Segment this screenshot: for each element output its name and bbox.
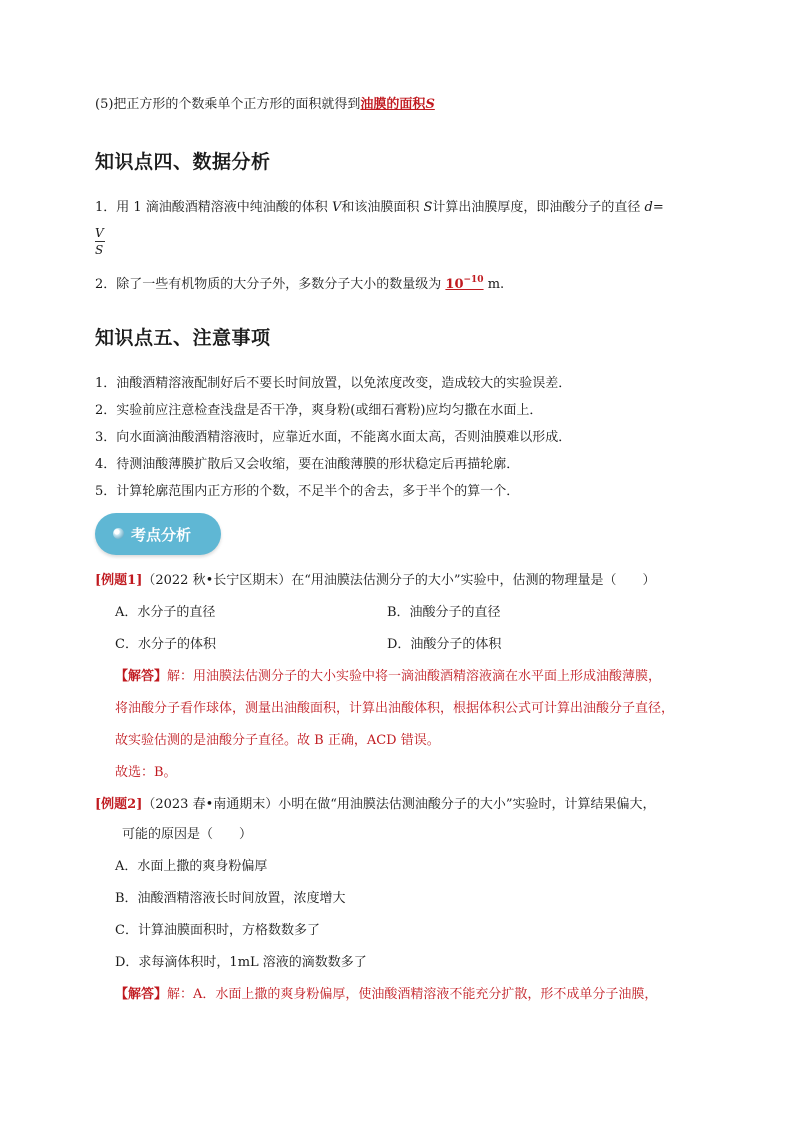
- kp5-item: 3．向水面滴油酸酒精溶液时，应靠近水面，不能离水面太高，否则油膜难以形成．: [95, 430, 572, 445]
- step5-line: [95, 96, 435, 114]
- example1-option-c: C．水分子的体积: [115, 637, 216, 652]
- step5-answer: 油膜的面积S: [360, 97, 435, 112]
- answer-tag: 【解答】: [115, 987, 168, 1002]
- example2-option-a: A．水面上撒的爽身粉偏厚: [115, 859, 268, 874]
- example1-option-a: A．水分子的直径: [115, 605, 216, 620]
- badge-label: 考点分析: [131, 526, 192, 544]
- example1-answer-line: 将油酸分子看作球体，测量出油酸面积，计算出油酸体积，根据体积公式可计算出油酸分子直径，: [115, 701, 675, 716]
- kp5-item: 2．实验前应注意检查浅盘是否干净，爽身粉(或细石膏粉)应均匀撒在水面上．: [95, 403, 543, 418]
- example2-question: [例题2]（2023 春•南通期末）小明在做“用油膜法估测油酸分子的大小”实验时，计算结果偏大，: [95, 797, 656, 812]
- kp5-item: 5．计算轮廓范围内正方形的个数，不足半个的舍去，多于半个的算一个．: [95, 484, 520, 499]
- step5-text: (5)把正方形的个数乘单个正方形的面积就得到: [95, 97, 361, 112]
- example1-answer-line: 故实验估测的是油酸分子直径。故 B 正确，ACD 错误。: [115, 733, 440, 748]
- kp5-heading: 知识点五、注意事项: [95, 327, 271, 349]
- diameter-fraction: [95, 227, 105, 256]
- fraction-denominator: S: [95, 243, 104, 257]
- example1-option-d: D．油酸分子的体积: [387, 637, 502, 652]
- example1-option-b: B．油酸分子的直径: [387, 605, 501, 620]
- exam-analysis-badge: [95, 513, 221, 555]
- bullet-icon: [113, 528, 124, 539]
- example2-question-cont: 可能的原因是（ ）: [122, 827, 253, 842]
- example2-option-b: B．油酸酒精溶液长时间放置，浓度增大: [115, 891, 346, 906]
- fraction-bar: [95, 241, 105, 242]
- example2-label: [例题2]: [95, 797, 143, 812]
- example2-answer-line: 【解答】解：A．水面上撒的爽身粉偏厚，使油酸酒精溶液不能充分扩散，形不成单分子油膜，: [115, 987, 658, 1002]
- example1-label: [例题1]: [95, 573, 143, 588]
- kp4-item-2: 2．除了一些有机物质的大分子外，多数分子大小的数量级为 $10^{-10}$ m.: [95, 275, 505, 292]
- example2-option-d: D．求每滴体积时，1mL 溶液的滴数数多了: [115, 955, 367, 970]
- magnitude-answer: $10^{-10}$: [445, 275, 484, 292]
- kp5-item: 4．待测油酸薄膜扩散后又会收缩，要在油酸薄膜的形状稳定后再描轮廓．: [95, 457, 520, 472]
- example1-answer-line: 故选：B。: [115, 765, 177, 780]
- kp5-item: 1．油酸酒精溶液配制好后不要长时间放置，以免浓度改变，造成较大的实验误差．: [95, 376, 572, 391]
- example2-option-c: C．计算油膜面积时，方格数数多了: [115, 923, 320, 938]
- example1-answer-line: 【解答】解：用油膜法估测分子的大小实验中将一滴油酸酒精溶液滴在水平面上形成油酸薄膜，: [115, 669, 662, 684]
- kp4-heading: 知识点四、数据分析: [95, 151, 271, 173]
- fraction-numerator: V: [95, 226, 104, 240]
- example1-question: [例题1]（2022 秋•长宁区期末）在“用油膜法估测分子的大小”实验中，估测的物理量是（ ）: [95, 573, 656, 588]
- kp4-item-1: 1．用 1 滴油酸酒精溶液中纯油酸的体积 V和该油膜面积 S计算出油膜厚度，即油酸分子的直径 d=: [95, 200, 664, 215]
- answer-tag: 【解答】: [115, 669, 168, 684]
